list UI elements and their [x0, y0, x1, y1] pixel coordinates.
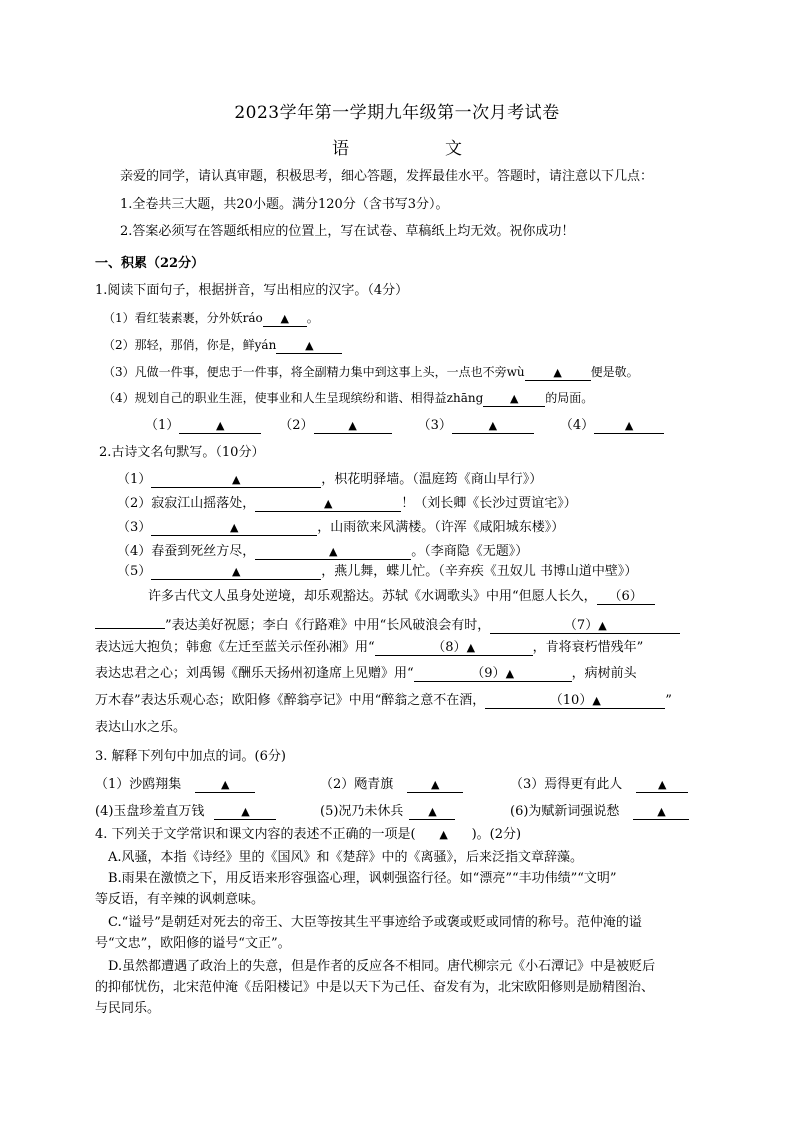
- triangle-marker: ▲: [241, 805, 250, 818]
- triangle-marker: ▲: [221, 778, 230, 791]
- q3-row-1: （1）沙鸥翔集 ▲: [95, 776, 255, 794]
- q2-stem: 2.古诗文名句默写。（10分）: [99, 445, 265, 460]
- q1-stem: 1.阅读下面句子，根据拼音，写出相应的汉字。（4分）: [95, 283, 409, 298]
- answer-blank[interactable]: [407, 777, 463, 793]
- q4-option-b-line-2: 等反语，有辛辣的讽刺意味。: [95, 892, 265, 907]
- answer-blank[interactable]: [195, 777, 255, 793]
- answer-blank[interactable]: [483, 391, 545, 407]
- answer-blank[interactable]: [255, 544, 411, 560]
- q4-option-c-line-1: C.“谥号”是朝廷对死去的帝王、大臣等按其生平事迹给予或褒或贬或同情的称号。范仲淹的谥: [108, 915, 642, 930]
- answer-blank[interactable]: [255, 496, 401, 512]
- q2-para-line-3: 表达远大抱负；韩愈《左迁至蓝关示侄孙湘》用“ （8）▲ ，肯将衰朽惜残年”: [95, 640, 644, 655]
- q2-item-3: （3） ▲ ，山雨欲来风满楼。（许浑《咸阳城东楼》）: [117, 520, 565, 535]
- q4-option-b-line-1: B.雨果在激愤之下，用反语来形容强盗心理，讽刺强盗行径。如“漂亮”“丰功伟绩”“文明”: [108, 871, 617, 886]
- answer-blank[interactable]: [179, 418, 261, 434]
- intro-greeting: 亲爱的同学，请认真审题，积极思考，细心答题，发挥最佳水平。答题时，请注意以下几点：: [120, 169, 654, 184]
- answer-blank[interactable]: [636, 777, 688, 793]
- triangle-marker: ▲: [488, 419, 498, 432]
- q1-item-1: （1）看红装素裹，分外妖ráo ▲ 。: [103, 311, 319, 325]
- answer-blank[interactable]: [151, 564, 321, 580]
- triangle-marker: ▲: [216, 419, 225, 432]
- triangle-marker: ▲: [305, 339, 314, 352]
- q2-item-5: （5） ▲ ，燕儿舞，蝶儿忙。（辛弃疾《丑奴儿 书博山道中壁》）: [117, 564, 638, 579]
- section-heading: 一、积累（22分）: [95, 256, 205, 271]
- triangle-marker: ▲: [553, 366, 562, 379]
- subject-char-2: 文: [445, 139, 462, 159]
- q2-para-line-5: 万木春”表达乐观心态；欧阳修《醉翁亭记》中用“醉翁之意不在酒， （10）▲ ”: [95, 693, 672, 708]
- q1-item-4: （4）规划自己的职业生涯，使事业和人生呈现缤纷和谐、相得益zhāng ▲ 的局面。: [103, 391, 594, 405]
- intro-note-1: 1.全卷共三大题，共20小题。满分120分（含书写3分）。: [120, 197, 449, 212]
- answer-blank[interactable]: （6）: [597, 589, 655, 605]
- triangle-marker: ▲: [505, 667, 515, 680]
- triangle-marker: ▲: [439, 828, 448, 841]
- q4-option-d-line-1: D.虽然都遭遇了政治上的失意，但是作者的反应各不相同。唐代柳宗元《小石潭记》中是被贬后: [108, 959, 656, 974]
- triangle-marker: ▲: [510, 392, 519, 405]
- answer-blank[interactable]: （8）▲: [375, 640, 533, 656]
- answer-blank[interactable]: [214, 804, 276, 820]
- triangle-marker: ▲: [658, 778, 667, 791]
- q4-stem: 4. 下列关于文学常识和课文内容的表述不正确的一项是( ▲ )。(2分): [95, 827, 522, 842]
- answer-blank[interactable]: [525, 365, 591, 381]
- q4-option-a: A.风骚，本指《诗经》里的《国风》和《楚辞》中的《离骚》，后来泛指文章辞藻。: [108, 850, 584, 865]
- q4-option-d-line-2: 的抑郁忧伤，北宋范仲淹《岳阳楼记》中是以天下为己任、奋发有为，北宋欧阳修则是励精图治、: [95, 980, 655, 995]
- answer-blank[interactable]: [452, 418, 534, 434]
- q3-row-2b: (5)况乃未休兵 ▲: [320, 803, 455, 821]
- q2-para-line-2: ”表达美好祝愿；李白《行路难》中用“长风破浪会有时， （7）▲: [95, 613, 680, 635]
- intro-note-2: 2.答案必须写在答题纸相应的位置上，写在试卷、草稿纸上均无效。祝你成功！: [120, 224, 575, 239]
- triangle-marker: ▲: [598, 619, 607, 632]
- answer-blank[interactable]: （9）▲: [414, 666, 572, 682]
- answer-blank[interactable]: [263, 311, 307, 327]
- q4-option-c-line-2: 号“文忠”，欧阳修的谥号“文正”。: [95, 936, 291, 951]
- q3-stem: 3. 解释下列句中加点的词。(6分): [95, 749, 286, 764]
- subject-name: [0, 134, 794, 159]
- subject-char-1: 语: [332, 139, 349, 159]
- answer-blank[interactable]: [409, 804, 455, 820]
- answer-blank[interactable]: [276, 338, 342, 354]
- triangle-marker: ▲: [466, 641, 476, 654]
- triangle-marker: ▲: [324, 497, 333, 510]
- answer-blank[interactable]: [633, 804, 689, 820]
- answer-blank[interactable]: （7）▲: [490, 618, 680, 634]
- triangle-marker: ▲: [431, 778, 440, 791]
- q2-item-2: （2）寂寂江山摇落处， ▲ ！（刘长卿《长沙过贾谊宅》）: [117, 496, 577, 511]
- q2-item-1: （1） ▲ ，枳花明驿墙。（温庭筠《商山早行》）: [117, 472, 543, 487]
- triangle-marker: ▲: [230, 521, 239, 534]
- q3-row-2c: (6)为赋新词强说愁 ▲: [510, 803, 689, 821]
- triangle-marker: ▲: [592, 694, 601, 707]
- q3-row-2: (4)玉盘珍羞直万钱 ▲: [95, 803, 276, 821]
- triangle-marker: ▲: [280, 312, 289, 325]
- q1-item-2: （2）那轻，那俏，你是，鲜yán ▲: [103, 336, 342, 354]
- q2-para-line-1: 许多古代文人虽身处逆境，却乐观豁达。苏轼《水调歌头》中用“但愿人长久， （6）: [148, 588, 655, 606]
- triangle-marker: ▲: [232, 565, 241, 578]
- answer-blank[interactable]: [151, 472, 321, 488]
- q1-answer-row: （1） ▲ （2） ▲ （3） ▲ （4） ▲: [145, 417, 664, 435]
- exam-title: 2023学年第一学期九年级第一次月考试卷: [234, 103, 560, 123]
- answer-blank[interactable]: [314, 418, 392, 434]
- triangle-marker: ▲: [657, 805, 666, 818]
- q2-para-line-6: 表达山水之乐。: [95, 720, 187, 735]
- q2-para-line-4: 表达忠君之心；刘禹锡《酬乐天扬州初逢席上见赠》用“ （9）▲ ，病树前头: [95, 666, 637, 681]
- triangle-marker: ▲: [428, 805, 437, 818]
- answer-blank[interactable]: [151, 520, 317, 536]
- answer-blank[interactable]: [95, 613, 165, 629]
- q2-item-4: （4）春蚕到死丝方尽， ▲ 。（李商隐《无题》）: [117, 544, 529, 559]
- triangle-marker: ▲: [624, 419, 634, 432]
- triangle-marker: ▲: [329, 545, 338, 558]
- answer-blank[interactable]: [594, 418, 664, 434]
- q4-option-d-line-3: 与民同乐。: [95, 1001, 161, 1016]
- triangle-marker: ▲: [232, 473, 241, 486]
- triangle-marker: ▲: [348, 419, 357, 432]
- q1-item-3: （3）凡做一件事，便忠于一件事，将全副精力集中到这事上头，一点也不旁wù ▲ 便是敬。: [103, 365, 639, 379]
- q3-row-1b: （2）飏青旗 ▲: [320, 776, 463, 794]
- q3-row-1c: （3）焉得更有此人 ▲: [510, 776, 688, 794]
- answer-blank[interactable]: （10）▲: [485, 693, 665, 709]
